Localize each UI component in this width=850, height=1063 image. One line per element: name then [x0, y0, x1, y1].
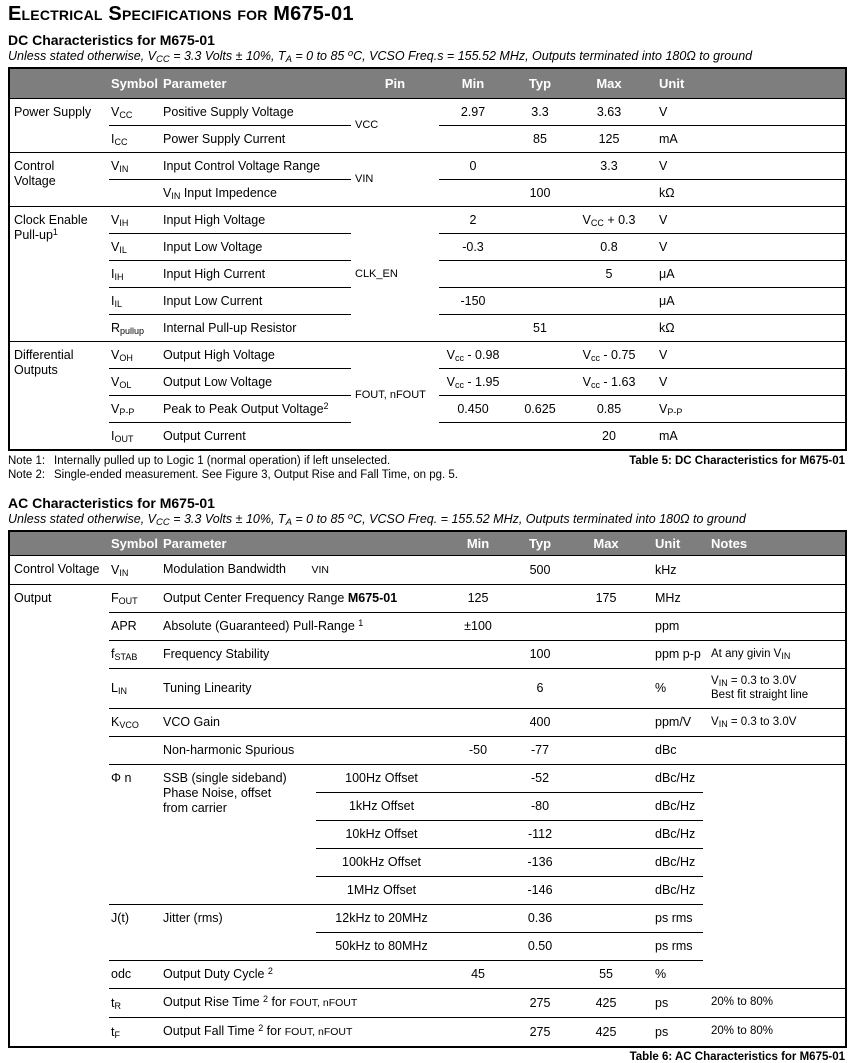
cell-typ: [507, 288, 573, 315]
column-header: Parameter: [161, 531, 447, 556]
cell-min: [439, 315, 507, 342]
cell-typ: 6: [509, 669, 571, 709]
cell-typ: 0.625: [507, 396, 573, 423]
cell-notes: $V_{IN} = 0.3$ to 3.0V Best fit straight line: [703, 669, 846, 709]
cell-typ: [507, 423, 573, 451]
cell-typ: -112: [509, 821, 571, 849]
cell-unit: V: [645, 153, 705, 180]
cell-pin: VCC: [355, 119, 379, 131]
cell-parameter: $V_{IN}$ Input Impedence: [161, 180, 351, 207]
cell-min: [439, 261, 507, 288]
cell-min: [439, 180, 507, 207]
cell-unit: μA: [645, 261, 705, 288]
cell-unit: dBc: [641, 737, 703, 765]
cell-condition: 12kHz to 20MHz: [316, 905, 447, 933]
cell-max: $V_{cc} - 1.63$: [573, 369, 645, 396]
spec-sub-row: [9, 905, 846, 933]
cell-symbol: $t_R$: [109, 989, 161, 1018]
cell-parameter: Absolute (Guaranteed) Pull-Range $^1$: [161, 613, 447, 641]
cell-unit: MHz: [641, 585, 703, 613]
column-header: Symbol: [109, 68, 161, 99]
spec-sub-row: [9, 765, 846, 793]
cell-filler: [705, 423, 846, 451]
cell-pin: CLK_EN: [351, 207, 439, 342]
spec-row: [9, 153, 846, 180]
cell-symbol: J(t): [109, 905, 161, 961]
cell-filler: [705, 234, 846, 261]
cell-max: 5: [573, 261, 645, 288]
ac-characteristics-table: [8, 530, 847, 1048]
cell-parameter: SSB (single sideband) Phase Noise, offset from carrier: [161, 765, 316, 905]
cell-max: 3.63: [596, 104, 622, 119]
cell-parameter: Power Supply Current: [161, 126, 351, 153]
cell-max: [571, 849, 641, 877]
cell-min: [447, 793, 509, 821]
cell-symbol: Φ n: [109, 765, 161, 905]
cell-notes: [703, 737, 846, 765]
cell-condition: 50kHz to 80MHz: [316, 933, 447, 961]
cell-filler: [705, 126, 846, 153]
cell-parameter: Output High Voltage: [161, 342, 351, 369]
cell-typ: 0.36: [509, 905, 571, 933]
cell-parameter: Output Fall Time $^2$ for FOUT, nFOUT: [161, 1018, 447, 1048]
dc-section: [8, 32, 845, 485]
cell-unit: dBc/Hz: [641, 877, 703, 905]
cell-unit: %: [641, 669, 703, 709]
spec-row: [9, 709, 846, 737]
cell-notes: [703, 613, 846, 641]
cell-max: [571, 669, 641, 709]
cell-notes: [703, 765, 846, 905]
spec-row: [9, 641, 846, 669]
cell-symbol: $F_{OUT}$: [109, 585, 161, 613]
spec-row: [9, 989, 846, 1018]
cell-max: [573, 288, 645, 315]
cell-min: [447, 709, 509, 737]
cell-min: [447, 765, 509, 793]
cell-min: 125: [447, 585, 509, 613]
column-header: Max: [573, 68, 645, 99]
cell-notes: [703, 905, 846, 961]
column-header: Unit: [641, 531, 703, 556]
cell-typ: -80: [509, 793, 571, 821]
cell-min: [439, 423, 507, 451]
cell-unit: ppm: [641, 613, 703, 641]
cell-max: [573, 180, 645, 207]
cell-filler: [705, 315, 846, 342]
cell-filler: [705, 207, 846, 234]
cell-max: 3.3: [573, 153, 645, 180]
header-row: [9, 68, 846, 99]
column-header-filler: [705, 68, 846, 99]
cell-min: 2.97: [460, 104, 486, 119]
cell-max: 55: [571, 961, 641, 989]
cell-typ: 500: [529, 562, 551, 577]
cell-notes: 20% to 80%: [703, 989, 846, 1018]
ac-test-conditions: Unless stated otherwise, $V_{CC} = 3.3$ Volts ± 10%, $T_A = 0$ to 85 $^o$C, VCSO Freq. = 155.52 MHz, Outputs terminated into 180Ω to ground: [8, 511, 746, 528]
column-header: Typ: [509, 531, 571, 556]
cell-max: 425: [571, 989, 641, 1018]
cell-typ: [507, 207, 573, 234]
cell-notes: 20% to 80%: [703, 1018, 846, 1048]
cell-group-label: Control Voltage: [14, 562, 100, 576]
cell-unit: μA: [645, 288, 705, 315]
cell-group-label: Output: [9, 585, 109, 1048]
cell-symbol: [109, 180, 161, 207]
note-label: Note 1:: [8, 455, 46, 467]
cell-min: -50: [447, 737, 509, 765]
cell-unit: ps rms: [641, 905, 703, 933]
column-header: Notes: [703, 531, 846, 556]
cell-min: $V_{cc} - 0.98$: [439, 342, 507, 369]
column-header: [9, 531, 109, 556]
cell-min: [447, 821, 509, 849]
column-header: [9, 68, 109, 99]
dc-section-heading: DC Characteristics for M675-01: [8, 32, 215, 48]
cell-parameter: Non-harmonic Spurious: [161, 737, 447, 765]
cell-typ: 3.3: [531, 104, 549, 119]
cell-max: [571, 877, 641, 905]
spec-row: [9, 669, 846, 709]
cell-min: ±100: [447, 613, 509, 641]
cell-unit: dBc/Hz: [641, 821, 703, 849]
cell-max: $V_{cc} - 0.75$: [573, 342, 645, 369]
cell-typ: 85: [507, 126, 573, 153]
cell-parameter: Output Low Voltage: [161, 369, 351, 396]
spec-row: [9, 99, 846, 126]
cell-parameter: Input Low Voltage: [161, 234, 351, 261]
cell-notes: [703, 585, 846, 613]
dc-notes-block: [8, 455, 845, 485]
cell-unit: mA: [645, 423, 705, 451]
cell-group-label: Power Supply: [14, 104, 92, 119]
cell-parameter: Internal Pull-up Resistor: [161, 315, 351, 342]
cell-symbol: $I_{IH}$: [109, 261, 161, 288]
cell-filler: [705, 99, 846, 126]
cell-max: [573, 315, 645, 342]
cell-symbol: $I_{IL}$: [109, 288, 161, 315]
cell-symbol: $V_{P-P}$: [109, 396, 161, 423]
dc-characteristics-table: [8, 67, 847, 451]
cell-parameter: Output Current: [161, 423, 351, 451]
cell-max: [571, 793, 641, 821]
cell-max: [571, 765, 641, 793]
cell-symbol: odc: [109, 961, 161, 989]
cell-symbol: $K_{VCO}$: [109, 709, 161, 737]
cell-parameter: Output Center Frequency Range M675-01: [161, 585, 447, 613]
cell-notes: $V_{IN} = 0.3$ to 3.0V: [703, 709, 846, 737]
cell-typ: [509, 613, 571, 641]
cell-parameter: Jitter (rms): [161, 905, 316, 961]
cell-unit: mA: [645, 126, 705, 153]
cell-max: 0.85: [573, 396, 645, 423]
cell-min: 2: [439, 207, 507, 234]
cell-unit: ppm p-p: [641, 641, 703, 669]
cell-typ: 51: [507, 315, 573, 342]
cell-min: -0.3: [439, 234, 507, 261]
spec-row: [9, 737, 846, 765]
cell-symbol: $V_{OH}$: [109, 342, 161, 369]
note-text: Single-ended measurement. See Figure 3, Output Rise and Fall Time, on pg. 5.: [54, 469, 458, 481]
cell-symbol: $V_{CC}$: [111, 104, 133, 120]
spec-row: [9, 556, 846, 585]
cell-min: $V_{cc} - 1.95$: [439, 369, 507, 396]
cell-max: [571, 641, 641, 669]
cell-max: 175: [571, 585, 641, 613]
cell-symbol: $R_{pullup}$: [109, 315, 161, 342]
table-note: [8, 469, 845, 482]
cell-parameter: VCO Gain: [161, 709, 447, 737]
cell-parameter: Frequency Stability: [161, 641, 447, 669]
cell-min: 0.450: [439, 396, 507, 423]
cell-filler: [705, 153, 846, 180]
cell-parameter: Output Rise Time $^2$ for FOUT, nFOUT: [161, 989, 447, 1018]
cell-typ: [509, 961, 571, 989]
column-header: Min: [447, 531, 509, 556]
cell-unit: V: [645, 207, 705, 234]
page-title: Electrical Specifications for M675-01: [8, 3, 354, 25]
cell-min: [439, 126, 507, 153]
ac-section: [8, 495, 845, 1063]
spec-row: [9, 613, 846, 641]
cell-parameter: Positive Supply Voltage: [163, 104, 294, 119]
cell-typ: [507, 369, 573, 396]
cell-max: [571, 709, 641, 737]
spec-row: [9, 342, 846, 369]
cell-unit: kHz: [655, 562, 677, 577]
cell-pin: VIN: [351, 153, 439, 207]
cell-unit: ps rms: [641, 933, 703, 961]
cell-min: -150: [439, 288, 507, 315]
cell-max: [571, 737, 641, 765]
column-header: Unit: [645, 68, 705, 99]
cell-group-label: Clock Enable Pull-$up^1$: [9, 207, 109, 342]
cell-typ: -77: [509, 737, 571, 765]
cell-min: [447, 877, 509, 905]
spec-row: [9, 961, 846, 989]
cell-min: [447, 933, 509, 961]
cell-typ: 0.50: [509, 933, 571, 961]
spec-row: [9, 1018, 846, 1048]
cell-unit: dBc/Hz: [641, 793, 703, 821]
cell-filler: [705, 261, 846, 288]
column-header: Parameter: [161, 68, 351, 99]
cell-max: [571, 613, 641, 641]
cell-unit: $V_{P-P}$: [645, 396, 705, 423]
cell-typ: [509, 585, 571, 613]
cell-condition: 100kHz Offset: [316, 849, 447, 877]
cell-max: $V_{CC} + 0.3$: [573, 207, 645, 234]
cell-pin: FOUT, nFOUT: [351, 342, 439, 451]
cell-parameter: Input Control Voltage Range: [161, 153, 351, 180]
cell-min: 45: [447, 961, 509, 989]
cell-notes: At any givin $V_{IN}$: [703, 641, 846, 669]
note-text: Internally pulled up to Logic 1 (normal operation) if left unselected.: [54, 455, 391, 467]
note-label: Note 2:: [8, 469, 46, 481]
dc-table-caption: Table 5: DC Characteristics for M675-01: [629, 455, 845, 467]
cell-symbol: $V_{IN}$: [109, 153, 161, 180]
cell-filler: [705, 288, 846, 315]
cell-notes: [703, 556, 846, 585]
cell-symbol: APR: [109, 613, 161, 641]
cell-typ: [507, 153, 573, 180]
cell-unit: V: [659, 104, 668, 119]
spec-row: [9, 207, 846, 234]
cell-condition: 10kHz Offset: [316, 821, 447, 849]
cell-notes: [703, 961, 846, 989]
cell-min: [447, 849, 509, 877]
cell-symbol: $L_{IN}$: [109, 669, 161, 709]
cell-typ: [507, 261, 573, 288]
cell-filler: [705, 342, 846, 369]
cell-typ: 275: [509, 1018, 571, 1048]
cell-unit: kΩ: [645, 180, 705, 207]
cell-unit: V: [645, 234, 705, 261]
cell-parameter: Tuning Linearity: [161, 669, 447, 709]
cell-max: 125: [573, 126, 645, 153]
cell-symbol: $V_{IH}$: [109, 207, 161, 234]
cell-typ: 275: [509, 989, 571, 1018]
cell-unit: V: [645, 369, 705, 396]
cell-parameter: Input Low Current: [161, 288, 351, 315]
cell-symbol: $I_{OUT}$: [109, 423, 161, 451]
cell-max: 20: [573, 423, 645, 451]
cell-max: [571, 821, 641, 849]
cell-symbol: $t_F$: [109, 1018, 161, 1048]
cell-max: [571, 905, 641, 933]
cell-parameter: Modulation Bandwidth VIN: [163, 562, 329, 576]
cell-min: 0: [439, 153, 507, 180]
cell-symbol: $V_{OL}$: [109, 369, 161, 396]
cell-max: [571, 556, 641, 585]
cell-unit: ps: [641, 989, 703, 1018]
cell-max: 0.8: [573, 234, 645, 261]
cell-unit: ps: [641, 1018, 703, 1048]
cell-symbol: $V_{IL}$: [109, 234, 161, 261]
cell-typ: -146: [509, 877, 571, 905]
dc-test-conditions: Unless stated otherwise, $V_{CC} = 3.3$ Volts ± 10%, $T_A = 0$ to 85 $^o$C, VCSO Freq.s = 155.52 MHz, Outputs terminated into 180Ω to ground: [8, 48, 753, 65]
cell-min: [447, 989, 509, 1018]
cell-min: [447, 1018, 509, 1048]
cell-filler: [705, 396, 846, 423]
cell-filler: [705, 369, 846, 396]
cell-typ: 100: [507, 180, 573, 207]
cell-condition: 100Hz Offset: [316, 765, 447, 793]
column-header: Symbol: [109, 531, 161, 556]
cell-group-label: Differential Outputs: [9, 342, 109, 451]
cell-typ: -136: [509, 849, 571, 877]
cell-max: [571, 933, 641, 961]
cell-min: [447, 556, 509, 585]
column-header: Min: [439, 68, 507, 99]
cell-unit: kΩ: [645, 315, 705, 342]
cell-condition: 1MHz Offset: [316, 877, 447, 905]
cell-unit: dBc/Hz: [641, 849, 703, 877]
ac-section-heading: AC Characteristics for M675-01: [8, 495, 215, 511]
cell-parameter: Input High Current: [161, 261, 351, 288]
cell-symbol: $I_{CC}$: [109, 126, 161, 153]
column-header: Pin: [351, 68, 439, 99]
cell-typ: [507, 234, 573, 261]
cell-symbol: [109, 737, 161, 765]
cell-max: 425: [571, 1018, 641, 1048]
cell-parameter: Peak to Peak Output Voltage$^2$: [161, 396, 351, 423]
cell-typ: 100: [509, 641, 571, 669]
column-header: Max: [571, 531, 641, 556]
column-header: Typ: [507, 68, 573, 99]
cell-min: [447, 905, 509, 933]
cell-condition: 1kHz Offset: [316, 793, 447, 821]
spec-row: [9, 585, 846, 613]
cell-parameter: Output Duty Cycle $^2$: [161, 961, 447, 989]
cell-filler: [705, 180, 846, 207]
cell-typ: [507, 342, 573, 369]
cell-unit: V: [645, 342, 705, 369]
cell-group-label: Control Voltage: [9, 153, 109, 207]
cell-unit: %: [641, 961, 703, 989]
cell-typ: 400: [509, 709, 571, 737]
cell-min: [447, 641, 509, 669]
cell-typ: -52: [509, 765, 571, 793]
cell-unit: dBc/Hz: [641, 765, 703, 793]
ac-table-caption: Table 6: AC Characteristics for M675-01: [629, 1051, 845, 1063]
cell-parameter: Input High Voltage: [161, 207, 351, 234]
cell-symbol: $f_{STAB}$: [109, 641, 161, 669]
cell-unit: ppm/V: [641, 709, 703, 737]
cell-symbol: $V_{IN}$: [111, 562, 129, 578]
cell-min: [447, 669, 509, 709]
header-row: [9, 531, 846, 556]
